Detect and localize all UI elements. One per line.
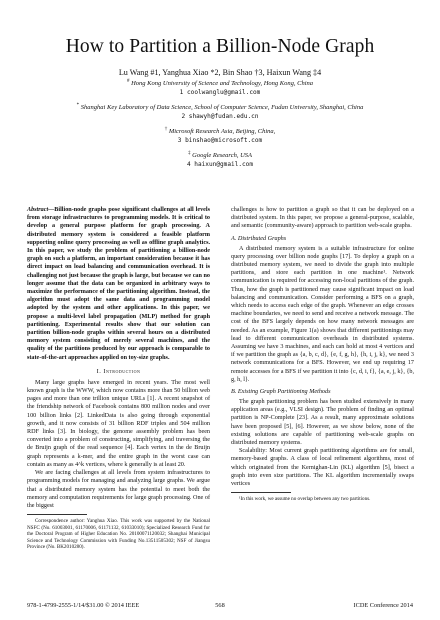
left-column xyxy=(27,206,210,551)
distributed-graphs-paragraph: A distributed memory system is a suitable infrastructure for online query processing over billion node graphs [17]. To deploy a graph on a distributed memory system, we need to divide the graph into multiple partitions, and store each partition in one machine¹. Network communication is required for accessing non-local partitions of the graph. Thus, how the graph is partitioned may cause significant impact on load balancing and communication. Consider performing a BFS on a graph, which needs to access each edge of the graph. Whenever an edge crosses machine boundaries, we need to send and receive a network message. The cost of the BFS largely depends on how many network messages are needed. As an example, Figure 1(a) shows that different partitionings may lead to different communication overheads in distributed systems. Assuming we have 3 machines, and each can hold at most 4 vertices and if we partition the graph as {a, b, c, d}, {e, f, g, h}, {h, i, j, k}, we need 3 network communications for a BFS. However, we end up requiring 17 remote accesses for a BFS if we partition it into {c, d, i, f}, {a, e, j, k}, {b, g, h, l}. xyxy=(231,245,414,383)
affiliation-hkust: # Hong Kong University of Science and Technology, Hong Kong, China xyxy=(126,78,314,87)
funding-footnote: Correspondence author: Yanghua Xiao. This work was supported by the National NSFC (No. 61003001, 61170006, 61171132, 61033010); Specialized Research Fund for the Doctoral Program of Higher Education No. 20100071120032; Shanghai Municipal Science and Technology Commission with Funding No.13511505302; NSF of Jiangsu Province (No. BK2010280). xyxy=(27,518,210,551)
footer-conference: ICDE Conference 2014 xyxy=(353,602,413,609)
footnote-rule-right xyxy=(231,492,291,493)
email-2: 2 shawyh@fudan.edu.cn xyxy=(181,113,259,120)
intro-paragraph-1: Many large graphs have emerged in recent years. The most well known graph is the WWW, which now contains more than 50 billion web pages and more than one trillion unique URLs [1]. A recent snapshot of the friendship network of Facebook contains 800 million nodes and over 100 billion links [2]. LinkedData is also going through exponential growth, and it now consists of 31 billion RDF triples and 504 million RDF links [3]. In biology, the genome assembly problem has been converted into a problem of constructing, simplifying, and traversing the de Bruijn graph of the read sequence [4]. Each vertex in the de Bruijn graph represents a k-mer, and the entire graph in the worst case can contain as many as 4^k vertices, where k generally is at least 20. xyxy=(27,379,210,468)
subsection-heading-distributed-graphs: A. Distributed Graphs xyxy=(231,234,287,242)
scalability-paragraph: Scalability: Most current graph partitioning algorithms are for small, memory-based graphs. A class of local refinement algorithms, most of which originated from the Kernighan-Lin (KL) algorithm [5], bisect a graph into even size partitions. The KL algorithm incrementally swaps vertices xyxy=(231,448,414,488)
intro-paragraph-2: We are facing challenges at all levels from system infrastructures to programming models for managing and analyzing large graphs. We argue that a distributed memory system has the potential to meet both the memory and computation requirements for large graph processing. One of the biggest xyxy=(27,470,210,509)
affiliation-google: ‡ Google Research, USA xyxy=(188,150,252,159)
right-paragraph-0: challenges is how to partition a graph so that it can be deployed on a distributed system. In this paper, we propose a general-purpose, scalable, and semantic (community-aware) approach to partition web-scale graphs. xyxy=(231,207,414,230)
abstract-lead: Abstract xyxy=(27,207,49,213)
paper-title: How to Partition a Billion-Node Graph xyxy=(65,36,375,57)
footnote-rule xyxy=(27,514,87,515)
footer-page-number: 568 xyxy=(215,602,225,609)
affiliation-fudan: * Shanghai Key Laboratory of Data Science, School of Computer Science, Fudan University, Shanghai, China xyxy=(76,102,364,111)
email-1: 1 coolwanglu@gmail.com xyxy=(179,89,261,96)
right-column xyxy=(231,206,414,503)
email-3: 3 binshao@microsoft.com xyxy=(177,137,263,144)
section-heading-introduction: I. Introduction xyxy=(96,367,141,375)
overlap-footnote: ¹In this work, we assume no overlap between any two partitions. xyxy=(239,496,371,503)
email-4: 4 haixun@gmail.com xyxy=(186,161,254,168)
existing-methods-paragraph: The graph partitioning problem has been studied extensively in many application areas (e.g., VLSI design). The problem of finding an optimal partition is NP-Complete [23]. As a result, many approximate solutions have been proposed [5], [6]. However, as we show below, none of the existing solutions are capable of partitioning web-scale graphs on distributed memory systems. xyxy=(231,399,414,447)
subsection-heading-existing-methods: B. Existing Graph Partitioning Methods xyxy=(231,388,331,396)
abstract-text: —Billion-node graphs pose significant challenges at all levels from storage infrastructures to programming models. It is critical to develop a general purpose platform for graph processing. A distributed memory system is considered a feasible platform supporting online query processing as well as offline graph analytics. In this paper, we study the problem of partitioning a billion-node graph on such a platform, an important consideration because it has direct impact on load balancing and communication overhead. It is challenging not just because the graph is large, but because we can no longer assume that the data can be organized in arbitrary ways to maximize the performance of the partitioning algorithm. Instead, the algorithm must adopt the same data and programming model adopted by the system and other applications. In this paper, we propose a multi-level label propagation (MLP) method for graph partitioning. Experimental results show that our solution can partition billion-node graphs within several hours on a distributed memory system consisting of merely several machines, and the quality of the partitions produced by our approach is comparable to state-of-the-art approaches applied on toy-size graphs. xyxy=(27,207,210,361)
author-line: Lu Wang #1, Yanghua Xiao *2, Bin Shao †3, Haixun Wang ‡4 xyxy=(118,68,322,77)
footer-copyright: 978-1-4799-2555-1/14/$31.00 © 2014 IEEE xyxy=(27,602,140,609)
affiliation-msra: † Microsoft Research Asia, Beijing, China, xyxy=(164,126,276,135)
abstract xyxy=(27,206,210,362)
